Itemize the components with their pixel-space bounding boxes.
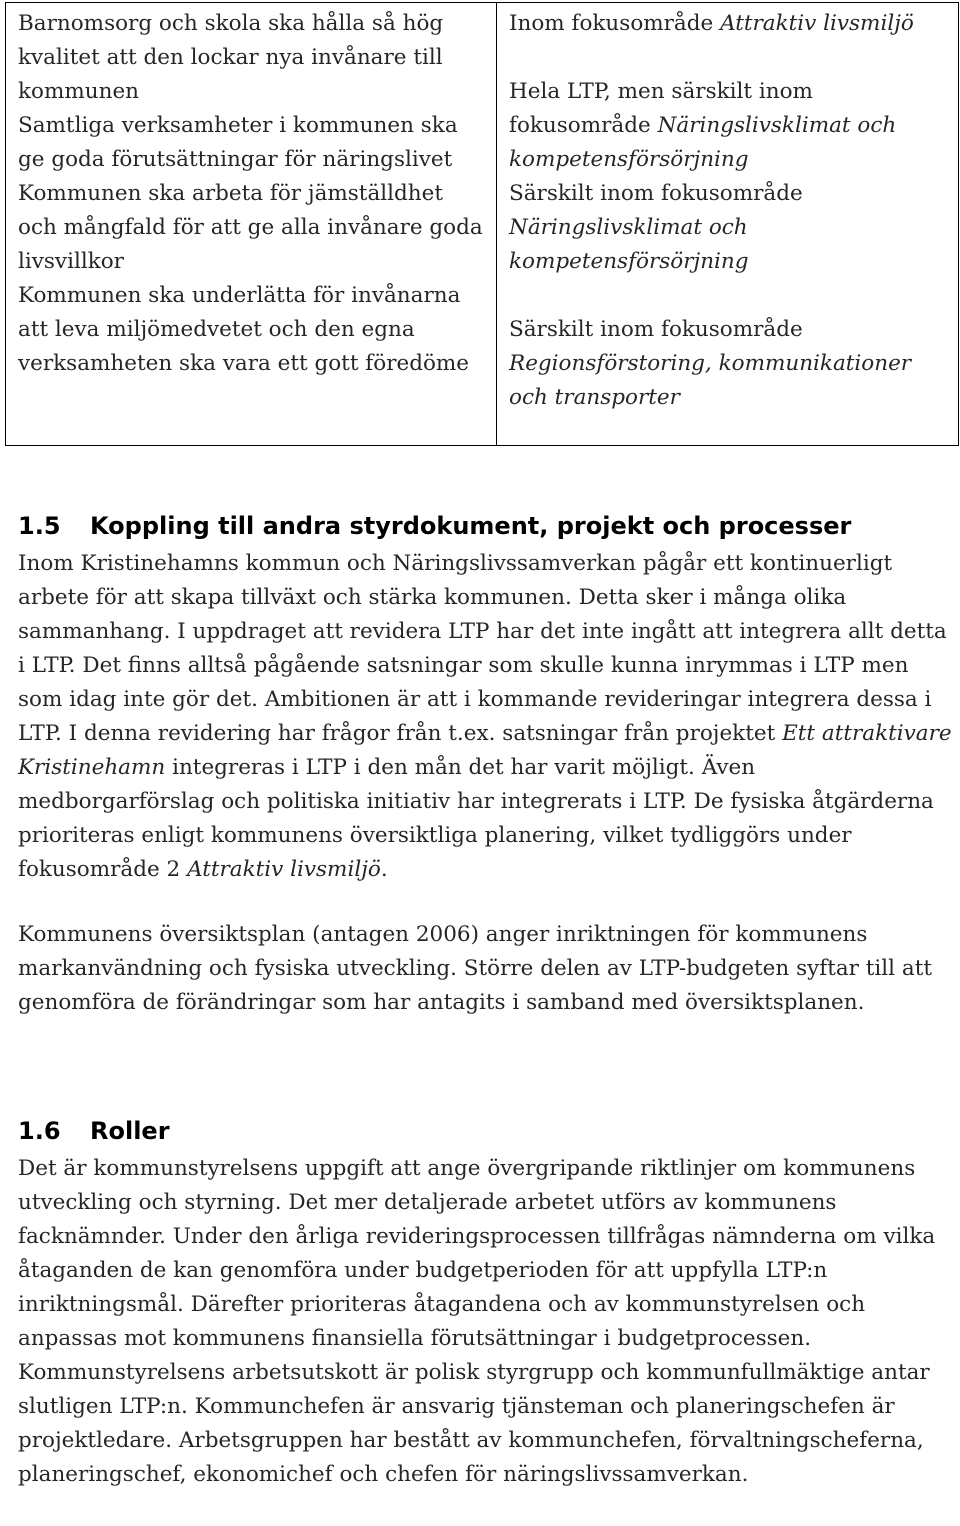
section-heading-1-5: [18, 510, 851, 542]
table-cell-focus: [497, 3, 959, 446]
goal-text: Kommunen ska arbeta för jämställdhet och mångfald för att ge alla invånare goda livsvillkor: [18, 181, 483, 274]
focus-text: Särskilt inom fokusområde Näringslivsklimat och kompetensförsörjning: [509, 181, 803, 274]
focus-area-name: Attraktiv livsmiljö: [720, 11, 914, 36]
table-row: [6, 3, 959, 446]
goal-text: Barnomsorg och skola ska hålla så hög kvalitet att den lockar nya invånare till kommunen: [18, 11, 444, 104]
goal-table: [5, 2, 959, 446]
focus-area-name: Näringslivsklimat och kompetensförsörjning: [509, 113, 897, 172]
goal-text: Samtliga verksamheter i kommunen ska ge goda förutsättningar för näringslivet: [18, 113, 458, 172]
focus-area-name: Regionsförstoring, kommunikationer och transporter: [509, 351, 912, 410]
goal-text: Kommunen ska underlätta för invånarna att leva miljömedvetet och den egna verksamheten ska vara ett gott föredöme: [18, 283, 470, 376]
paragraph: Det är kommunstyrelsens uppgift att ange övergripande riktlinjer om kommunens utveckling och styrning. Det mer detaljerade arbetet utförs av kommunens facknämnder. Under den årliga revideringsprocessen tillfrågas nämnderna om vilka åtaganden de kan genomföra under budgetperioden för att uppfylla LTP:n inriktningsmål. Därefter prioriteras åtagandena och av kommunstyrelsen och anpassas mot kommunens finansiella förutsättningar i budgetprocessen. Kommunstyrelsens arbetsutskott är polisk styrgrupp och kommunfullmäktige antar slutligen LTP:n. Kommunchefen är ansvarig tjänsteman och planeringschefen är projektledare. Arbetsgruppen har bestått av kommunchefen, förvaltningscheferna, planeringschef, ekonomichef och chefen för näringslivssamverkan.: [18, 1156, 936, 1487]
section-number: 1.5: [18, 512, 61, 540]
table-cell-goal: [6, 3, 497, 446]
focus-area-name: Näringslivsklimat och kompetensförsörjning: [509, 215, 749, 274]
focus-text: Hela LTP, men särskilt inom fokusområde Näringslivsklimat och kompetensförsörjning: [509, 79, 897, 172]
focus-area-name: Attraktiv livsmiljö: [187, 857, 381, 882]
paragraph: Kommunens översiktsplan (antagen 2006) anger inriktningen för kommunens markanvändning och fysiska utveckling. Större delen av LTP-budgeten syftar till att genomföra de förändringar som har antagits i samband med översiktsplanen.: [18, 922, 932, 1015]
project-name: Ett attraktivare Kristinehamn: [18, 721, 952, 780]
paragraph: Inom Kristinehamns kommun och Näringslivssamverkan pågår ett kontinuerligt arbete för att skapa tillväxt och stärka kommunen. Detta sker i många olika sammanhang. I uppdraget att revidera LTP har det inte ingått att integrera allt detta i LTP. Det finns alltså pågående satsningar som skulle kunna inrymmas i LTP men som idag inte gör det. Ambitionen är att i kommande revideringar integrera dessa i LTP. I denna revidering har frågor från t.ex. satsningar från projektet Ett attraktivare Kristinehamn integreras i LTP i den mån det har varit möjligt. Även medborgarförslag och politiska initiativ har integrerats i LTP. De fysiska åtgärderna prioriteras enligt kommunens översiktliga planering, vilket tydliggörs under fokusområde 2 Attraktiv livsmiljö.: [18, 551, 952, 882]
section-title: Koppling till andra styrdokument, projekt och processer: [90, 512, 852, 540]
focus-text: Särskilt inom fokusområde Regionsförstoring, kommunikationer och transporter: [509, 317, 912, 410]
section-number: 1.6: [18, 1117, 61, 1145]
focus-text: Inom fokusområde Attraktiv livsmiljö: [509, 11, 914, 36]
section-heading-1-6: [18, 1115, 170, 1147]
section-title: Roller: [90, 1117, 170, 1145]
